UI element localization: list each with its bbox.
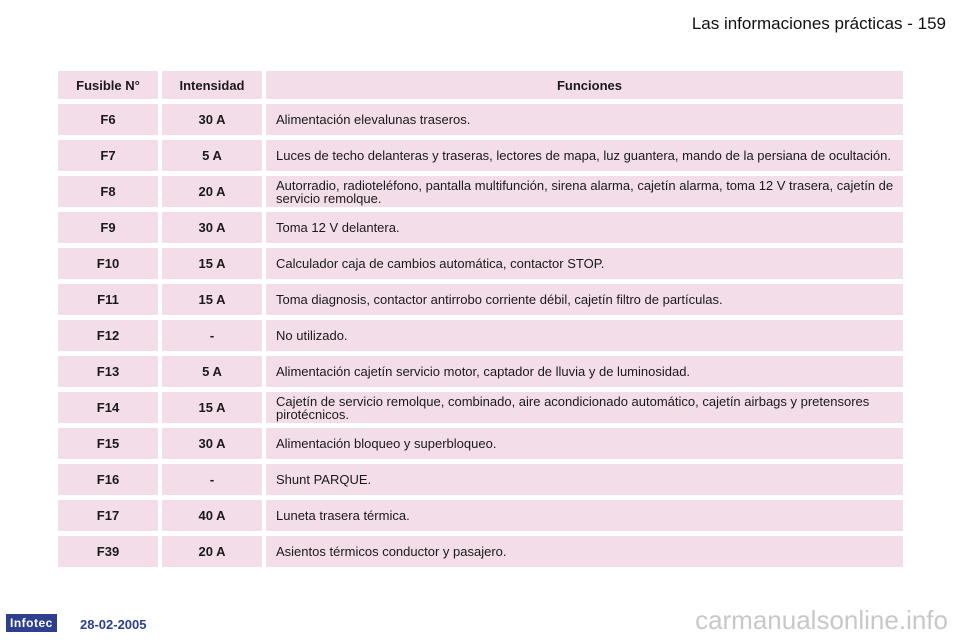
table-row <box>58 140 903 171</box>
header-functions: Funciones <box>266 71 903 99</box>
fuse-function: Asientos térmicos conductor y pasajero. <box>266 536 903 567</box>
watermark: carmanualsonline.info <box>695 605 948 635</box>
page-title: Las informaciones prácticas - 159 <box>691 14 946 33</box>
table-body <box>58 104 903 567</box>
fuse-function: Calculador caja de cambios automática, contactor STOP. <box>266 248 903 279</box>
fuse-intensity: 5 A <box>162 140 262 171</box>
fuse-function: Toma diagnosis, contactor antirrobo corriente débil, cajetín filtro de partículas. <box>266 284 903 315</box>
header-intensity: Intensidad <box>162 71 262 99</box>
table-row <box>58 104 903 135</box>
fuse-table <box>58 66 903 572</box>
table-row <box>58 248 903 279</box>
header-fuse: Fusible N° <box>58 71 158 99</box>
table-row <box>58 176 903 207</box>
fuse-intensity: 15 A <box>162 284 262 315</box>
fuse-intensity: 30 A <box>162 104 262 135</box>
fuse-number: F17 <box>58 500 158 531</box>
fuse-function: Cajetín de servicio remolque, combinado, aire acondicionado automático, cajetín airbags y pretensores pirotécnicos. <box>266 392 903 423</box>
fuse-number: F16 <box>58 464 158 495</box>
fuse-function: Alimentación cajetín servicio motor, captador de lluvia y de luminosidad. <box>266 356 903 387</box>
fuse-number: F9 <box>58 212 158 243</box>
table-row <box>58 284 903 315</box>
fuse-intensity: 15 A <box>162 248 262 279</box>
fuse-function: No utilizado. <box>266 320 903 351</box>
footer-date: 28-02-2005 <box>80 617 147 632</box>
fuse-function: Autorradio, radioteléfono, pantalla multifunción, sirena alarma, cajetín alarma, toma 12 V trasera, cajetín de servicio remolque. <box>266 176 903 207</box>
fuse-intensity: - <box>162 464 262 495</box>
fuse-number: F10 <box>58 248 158 279</box>
infotec-logo: Infotec <box>6 614 57 632</box>
fuse-function: Alimentación bloqueo y superbloqueo. <box>266 428 903 459</box>
fuse-intensity: - <box>162 320 262 351</box>
fuse-number: F14 <box>58 392 158 423</box>
fuse-intensity: 5 A <box>162 356 262 387</box>
fuse-intensity: 15 A <box>162 392 262 423</box>
fuse-intensity: 30 A <box>162 212 262 243</box>
fuse-intensity: 20 A <box>162 536 262 567</box>
table-row <box>58 320 903 351</box>
table-row <box>58 392 903 423</box>
fuse-function: Toma 12 V delantera. <box>266 212 903 243</box>
fuse-number: F13 <box>58 356 158 387</box>
fuse-function: Shunt PARQUE. <box>266 464 903 495</box>
table-header-row <box>58 71 903 99</box>
fuse-number: F7 <box>58 140 158 171</box>
fuse-intensity: 20 A <box>162 176 262 207</box>
fuse-number: F6 <box>58 104 158 135</box>
fuse-number: F39 <box>58 536 158 567</box>
table-row <box>58 356 903 387</box>
fuse-function: Luces de techo delanteras y traseras, lectores de mapa, luz guantera, mando de la persiana de ocultación. <box>266 140 903 171</box>
fuse-function: Luneta trasera térmica. <box>266 500 903 531</box>
table-row <box>58 428 903 459</box>
table-row <box>58 500 903 531</box>
fuse-number: F12 <box>58 320 158 351</box>
fuse-number: F15 <box>58 428 158 459</box>
fuse-intensity: 30 A <box>162 428 262 459</box>
table-row <box>58 464 903 495</box>
fuse-function: Alimentación elevalunas traseros. <box>266 104 903 135</box>
fuse-number: F8 <box>58 176 158 207</box>
fuse-intensity: 40 A <box>162 500 262 531</box>
table-row <box>58 536 903 567</box>
table-row <box>58 212 903 243</box>
fuse-number: F11 <box>58 284 158 315</box>
